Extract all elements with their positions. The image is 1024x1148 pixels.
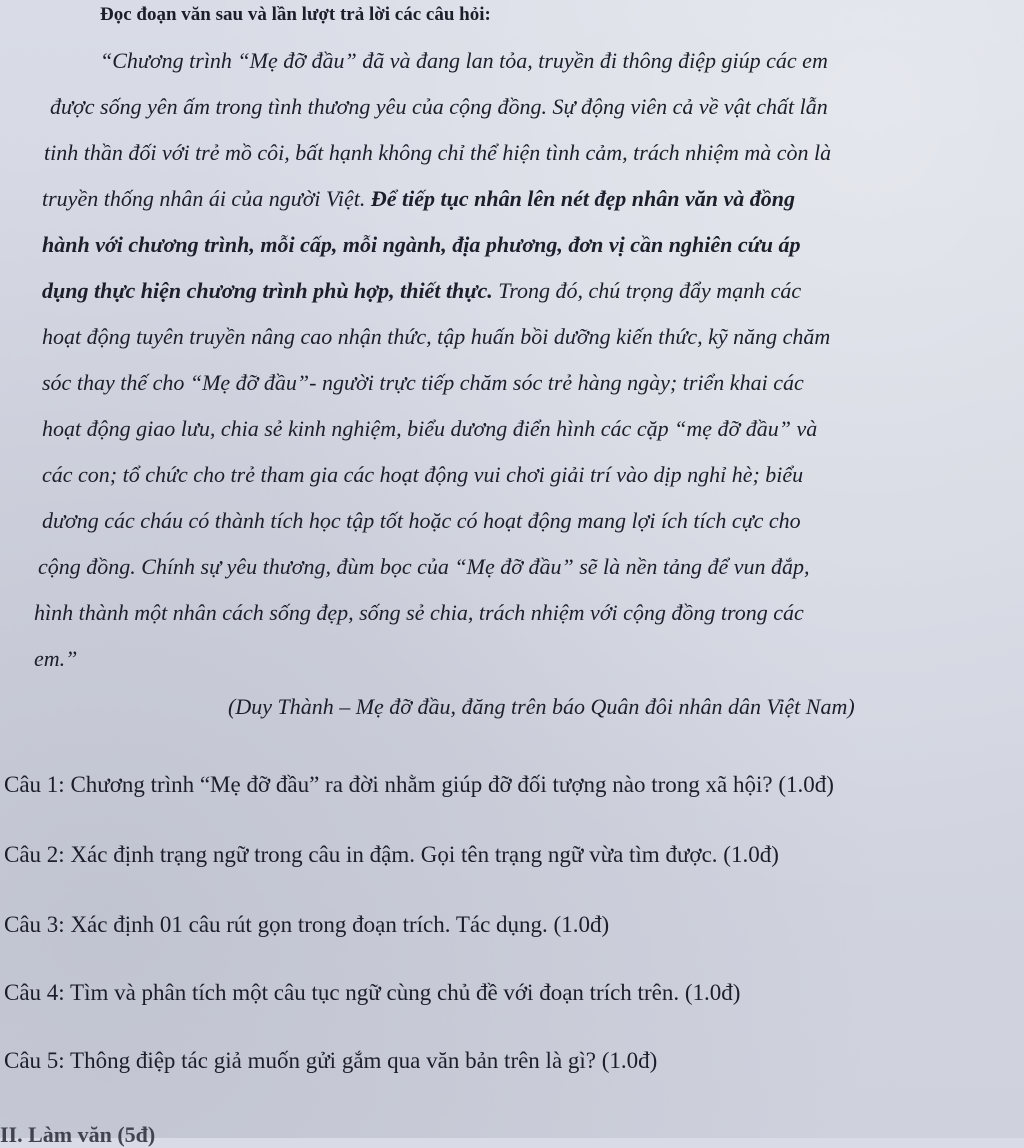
question-2: Câu 2: Xác định trạng ngữ trong câu in đậm. Gọi tên trạng ngữ vừa tìm được. (1.0đ) bbox=[4, 842, 779, 867]
passage-line: dương các cháu có thành tích học tập tốt hoặc có hoạt động mang lợi ích tích cực cho bbox=[42, 508, 801, 533]
bold-sentence: Để tiếp tục nhân lên nét đẹp nhân văn và đồng bbox=[370, 186, 795, 211]
passage-line: truyền thống nhân ái của người Việt. Để tiếp tục nhân lên nét đẹp nhân văn và đồng bbox=[42, 186, 795, 211]
passage-line: dụng thực hiện chương trình phù hợp, thiết thực. Trong đó, chú trọng đẩy mạnh các bbox=[42, 278, 802, 303]
passage-line: “Chương trình “Mẹ đỡ đầu” đã và đang lan tỏa, truyền đi thông điệp giúp các em bbox=[100, 48, 828, 73]
question-1: Câu 1: Chương trình “Mẹ đỡ đầu” ra đời nhằm giúp đỡ đối tượng nào trong xã hội? (1.0đ) bbox=[4, 772, 834, 797]
question-3: Câu 3: Xác định 01 câu rút gọn trong đoạn trích. Tác dụng. (1.0đ) bbox=[4, 912, 610, 937]
question-5: Câu 5: Thông điệp tác giả muốn gửi gắm qua văn bản trên là gì? (1.0đ) bbox=[4, 1048, 658, 1073]
bold-sentence: hành với chương trình, mỗi cấp, mỗi ngành, địa phương, đơn vị cần nghiên cứu áp bbox=[42, 232, 801, 257]
question-4: Câu 4: Tìm và phân tích một câu tục ngữ cùng chủ đề với đoạn trích trên. (1.0đ) bbox=[4, 980, 741, 1005]
instruction-heading: Đọc đoạn văn sau và lần lượt trả lời các câu hỏi: bbox=[100, 4, 491, 25]
passage-line: sóc thay thế cho “Mẹ đỡ đầu”- người trực tiếp chăm sóc trẻ hàng ngày; triển khai các bbox=[42, 370, 804, 395]
passage-line: hoạt động tuyên truyền nâng cao nhận thức, tập huấn bồi dưỡng kiến thức, kỹ năng chăm bbox=[42, 324, 831, 349]
bold-sentence: dụng thực hiện chương trình phù hợp, thiết thực. bbox=[42, 278, 493, 303]
passage-line: cộng đồng. Chính sự yêu thương, đùm bọc của “Mẹ đỡ đầu” sẽ là nền tảng để vun đắp, bbox=[38, 554, 810, 579]
passage-line: các con; tổ chức cho trẻ tham gia các hoạt động vui chơi giải trí vào dịp nghỉ hè; biểu bbox=[42, 462, 804, 487]
source-citation: (Duy Thành – Mẹ đỡ đầu, đăng trên báo Quân đôi nhân dân Việt Nam) bbox=[228, 694, 855, 719]
passage-line: hình thành một nhân cách sống đẹp, sống sẻ chia, trách nhiệm với cộng đồng trong các bbox=[34, 600, 804, 625]
passage-line bbox=[42, 232, 801, 258]
next-section-heading: II. Làm văn (5đ) bbox=[0, 1122, 156, 1147]
passage-line: được sống yên ấm trong tình thương yêu của cộng đồng. Sự động viên cả về vật chất lẫn bbox=[50, 94, 828, 119]
passage-line: em.” bbox=[34, 646, 78, 671]
passage-line: hoạt động giao lưu, chia sẻ kinh nghiệm, biểu dương điển hình các cặp “mẹ đỡ đầu” và bbox=[42, 416, 818, 441]
passage-line: tinh thần đối với trẻ mồ côi, bất hạnh không chỉ thể hiện tình cảm, trách nhiệm mà còn là bbox=[44, 140, 832, 165]
